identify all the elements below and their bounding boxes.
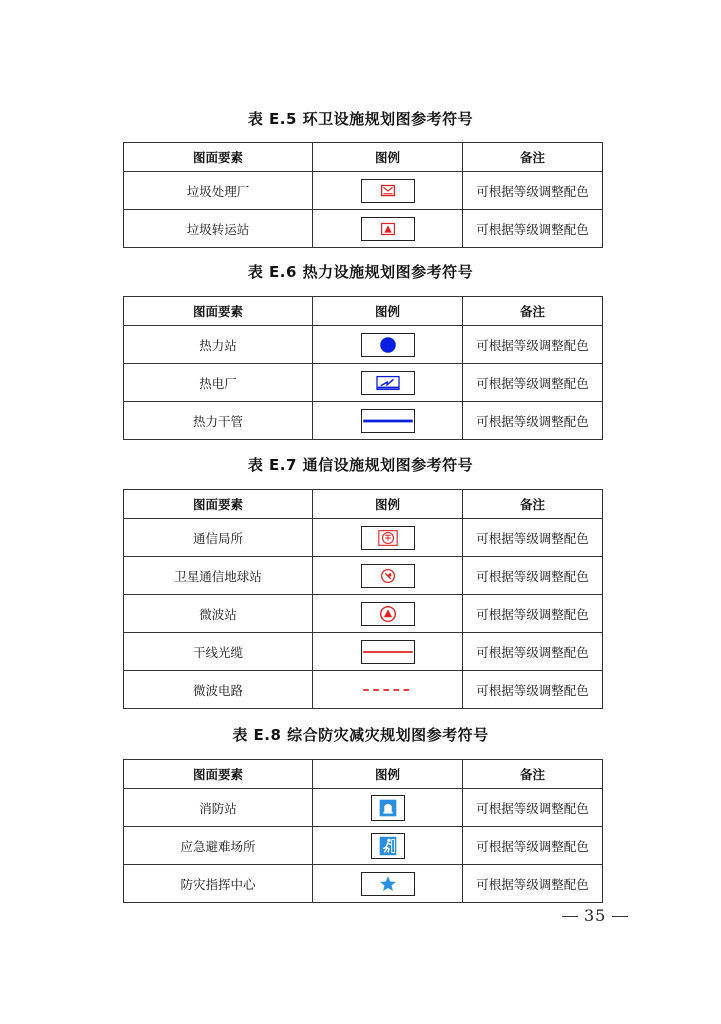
table-row	[124, 402, 603, 440]
red-dashed-line-icon	[361, 678, 415, 702]
element-cell: 热力站	[124, 326, 313, 364]
header-note: 备注	[463, 490, 603, 519]
header-legend: 图例	[313, 143, 463, 172]
header-element: 图面要素	[124, 490, 313, 519]
header-element: 图面要素	[124, 143, 313, 172]
element-cell: 消防站	[124, 789, 313, 827]
table-row	[124, 557, 603, 595]
table-row	[124, 827, 603, 865]
note-cell: 可根据等级调整配色	[463, 633, 603, 671]
note-cell: 可根据等级调整配色	[463, 557, 603, 595]
star-icon	[361, 872, 415, 896]
table-e7-title: 表 E.7 通信设施规划图参考符号	[247, 456, 474, 474]
table-row	[124, 671, 603, 709]
table-row	[124, 326, 603, 364]
element-cell: 应急避难场所	[124, 827, 313, 865]
table-row	[124, 595, 603, 633]
satellite-icon	[361, 564, 415, 588]
element-cell: 垃圾转运站	[124, 210, 313, 248]
note-cell: 可根据等级调整配色	[463, 402, 603, 440]
waste-plant-icon	[361, 179, 415, 203]
evacuation-icon	[371, 833, 405, 859]
page-number	[556, 906, 634, 925]
element-cell: 通信局所	[124, 519, 313, 557]
element-cell: 卫星通信地球站	[124, 557, 313, 595]
table-row	[124, 210, 603, 248]
note-cell: 可根据等级调整配色	[463, 827, 603, 865]
post-office-icon	[361, 526, 415, 550]
note-cell: 可根据等级调整配色	[463, 595, 603, 633]
header-element: 图面要素	[124, 760, 313, 789]
blue-line-icon	[361, 409, 415, 433]
table-row	[124, 633, 603, 671]
table-e6-title: 表 E.6 热力设施规划图参考符号	[247, 263, 474, 281]
header-legend: 图例	[313, 297, 463, 326]
table-row	[124, 519, 603, 557]
element-cell: 垃圾处理厂	[124, 172, 313, 210]
page-number-text: 35	[584, 906, 607, 925]
header-note: 备注	[463, 760, 603, 789]
note-cell: 可根据等级调整配色	[463, 865, 603, 903]
table-row	[124, 789, 603, 827]
element-cell: 热电厂	[124, 364, 313, 402]
transfer-station-icon	[361, 217, 415, 241]
element-cell: 微波电路	[124, 671, 313, 709]
header-legend: 图例	[313, 760, 463, 789]
note-cell: 可根据等级调整配色	[463, 671, 603, 709]
note-cell: 可根据等级调整配色	[463, 364, 603, 402]
table-row	[124, 364, 603, 402]
header-legend: 图例	[313, 490, 463, 519]
note-cell: 可根据等级调整配色	[463, 326, 603, 364]
dash-left	[562, 916, 578, 917]
element-cell: 防灾指挥中心	[124, 865, 313, 903]
table-e8	[123, 759, 603, 903]
header-note: 备注	[463, 297, 603, 326]
table-e5	[123, 142, 603, 248]
table-e8-title: 表 E.8 综合防灾减灾规划图参考符号	[232, 726, 489, 744]
header-element: 图面要素	[124, 297, 313, 326]
table-e5-title: 表 E.5 环卫设施规划图参考符号	[247, 110, 474, 128]
table-e6	[123, 296, 603, 440]
table-row	[124, 865, 603, 903]
table-e7	[123, 489, 603, 709]
element-cell: 热力干管	[124, 402, 313, 440]
thermal-power-icon	[361, 371, 415, 395]
note-cell: 可根据等级调整配色	[463, 210, 603, 248]
table-row	[124, 172, 603, 210]
note-cell: 可根据等级调整配色	[463, 172, 603, 210]
note-cell: 可根据等级调整配色	[463, 519, 603, 557]
element-cell: 微波站	[124, 595, 313, 633]
header-note: 备注	[463, 143, 603, 172]
red-line-icon	[361, 640, 415, 664]
element-cell: 干线光缆	[124, 633, 313, 671]
blue-circle-icon	[361, 333, 415, 357]
microwave-icon	[361, 602, 415, 626]
dash-right	[612, 916, 628, 917]
fire-station-icon	[371, 795, 405, 821]
note-cell: 可根据等级调整配色	[463, 789, 603, 827]
